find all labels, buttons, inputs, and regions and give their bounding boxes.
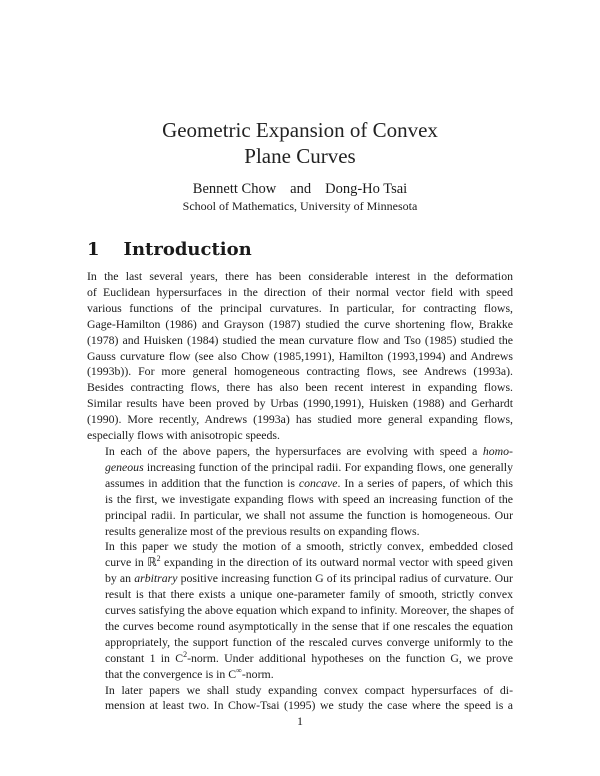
emphasis: arbitrary (134, 571, 178, 586)
text-line: result is that there exists a unique one-parameter family of smooth, strictly convex (105, 587, 513, 602)
text-span: curve in ℝ (105, 555, 157, 570)
text-line (87, 444, 513, 460)
text-span: increasing function of the principal radii. For expanding flows, one generally (143, 459, 513, 474)
text-line (87, 667, 513, 683)
text-line (87, 571, 513, 587)
text-line: Gauss curvature flow (see also Chow (1985,1991), Hamilton (1993,1994) and Andrews (87, 348, 513, 363)
text-line: In this paper we study the motion of a smooth, strictly convex, embedded closed (105, 539, 513, 554)
title-line-1: Geometric Expansion of Convex (162, 118, 438, 142)
text-span: . In a series of papers, of which this (337, 475, 513, 490)
author-2: Dong-Ho Tsai (325, 181, 408, 197)
text-span: In each of the above papers, the hypersurfaces are evolving with speed a (105, 443, 483, 458)
text-line: Gage-Hamilton (1986) and Grayson (1987) studied the curve shortening flow, Brakke (87, 316, 513, 331)
emphasis: homo- (482, 443, 513, 458)
text-span: constant 1 in C (105, 650, 184, 665)
text-line: especially flows with anisotropic speeds. (87, 428, 280, 443)
emphasis: geneous (105, 459, 144, 474)
text-line: Besides contracting flows, there has also been recent interest in expanding flows. (87, 380, 513, 395)
text-line (87, 460, 513, 476)
text-line (87, 476, 513, 492)
author-conjunction: and (290, 181, 312, 197)
text-line: appropriately, the support function of the rescaled curves converge uniformly to the (105, 634, 513, 649)
emphasis: concave (298, 475, 338, 490)
section-title: Introduction (123, 239, 252, 260)
text-line: In later papers we shall study expanding convex compact hypersurfaces of di- (105, 682, 513, 697)
page-number: 1 (297, 714, 303, 728)
text-line: mension at least two. In Chow-Tsai (1995) we study the case where the speed is a (105, 698, 513, 713)
section-number: 1 (87, 239, 100, 260)
paragraph-2 (87, 444, 513, 539)
text-span: -norm. (241, 666, 274, 681)
text-line: the curves become round asymptotically in the sense that if one rescales the equation (105, 618, 513, 633)
text-line: principal radii. In particular, we shall not assume the function is homogeneous. Our (105, 507, 513, 522)
text-line: (1978) and Huisken (1984) studied the mean curvature flow and Tso (1985) studied the (87, 332, 513, 347)
text-line: In the last several years, there has been considerable interest in the deformation (87, 269, 513, 283)
text-line: (1990). More recently, Andrews (1993a) has studied more general expanding flows, (87, 412, 513, 427)
text-span: by an (105, 571, 135, 586)
author-list (0, 180, 600, 198)
superscript: ∞ (236, 665, 242, 675)
text-span: -norm. Under additional hypotheses on the function G, we prove (187, 650, 513, 665)
paper-title (0, 117, 600, 169)
text-line (87, 651, 513, 667)
paragraph-3 (87, 539, 513, 682)
text-line: (1993b)). For more general homogeneous contracting flows, see Andrews (1993a). (87, 364, 513, 379)
text-span: positive increasing function G of its principal radius of curvature. Our (177, 571, 513, 586)
paragraph-1 (87, 269, 513, 444)
text-line: various functions of the principal curvatures. In particular, for contracting flows, (87, 300, 513, 315)
affiliation: School of Mathematics, University of Minnesota (182, 199, 418, 213)
text-line: is the first, we investigate expanding flows with speed an increasing function of the (105, 491, 513, 506)
text-span: expanding in the direction of its outward normal vector with speed given (160, 555, 514, 570)
text-span: assumes in addition that the function is (105, 475, 299, 490)
superscript: 2 (183, 649, 188, 659)
text-line (87, 555, 513, 571)
text-line: results generalize most of the previous results on expanding flows. (105, 523, 420, 538)
superscript: 2 (156, 554, 161, 564)
text-line: of Euclidean hypersurfaces in the direction of their normal vector field with speed (87, 284, 513, 299)
text-line: curves satisfying the above equation which expand to infinity. Moreover, the shapes of (105, 603, 514, 618)
section-heading (87, 238, 517, 262)
text-line: Similar results have been proved by Urbas (1990,1991), Huisken (1988) and Gerhardt (87, 396, 513, 411)
paragraph-4 (87, 683, 513, 715)
author-1: Bennett Chow (192, 181, 277, 197)
text-span: that the convergence is in C (105, 666, 237, 681)
body-text (87, 269, 513, 714)
title-line-2: Plane Curves (244, 144, 356, 168)
